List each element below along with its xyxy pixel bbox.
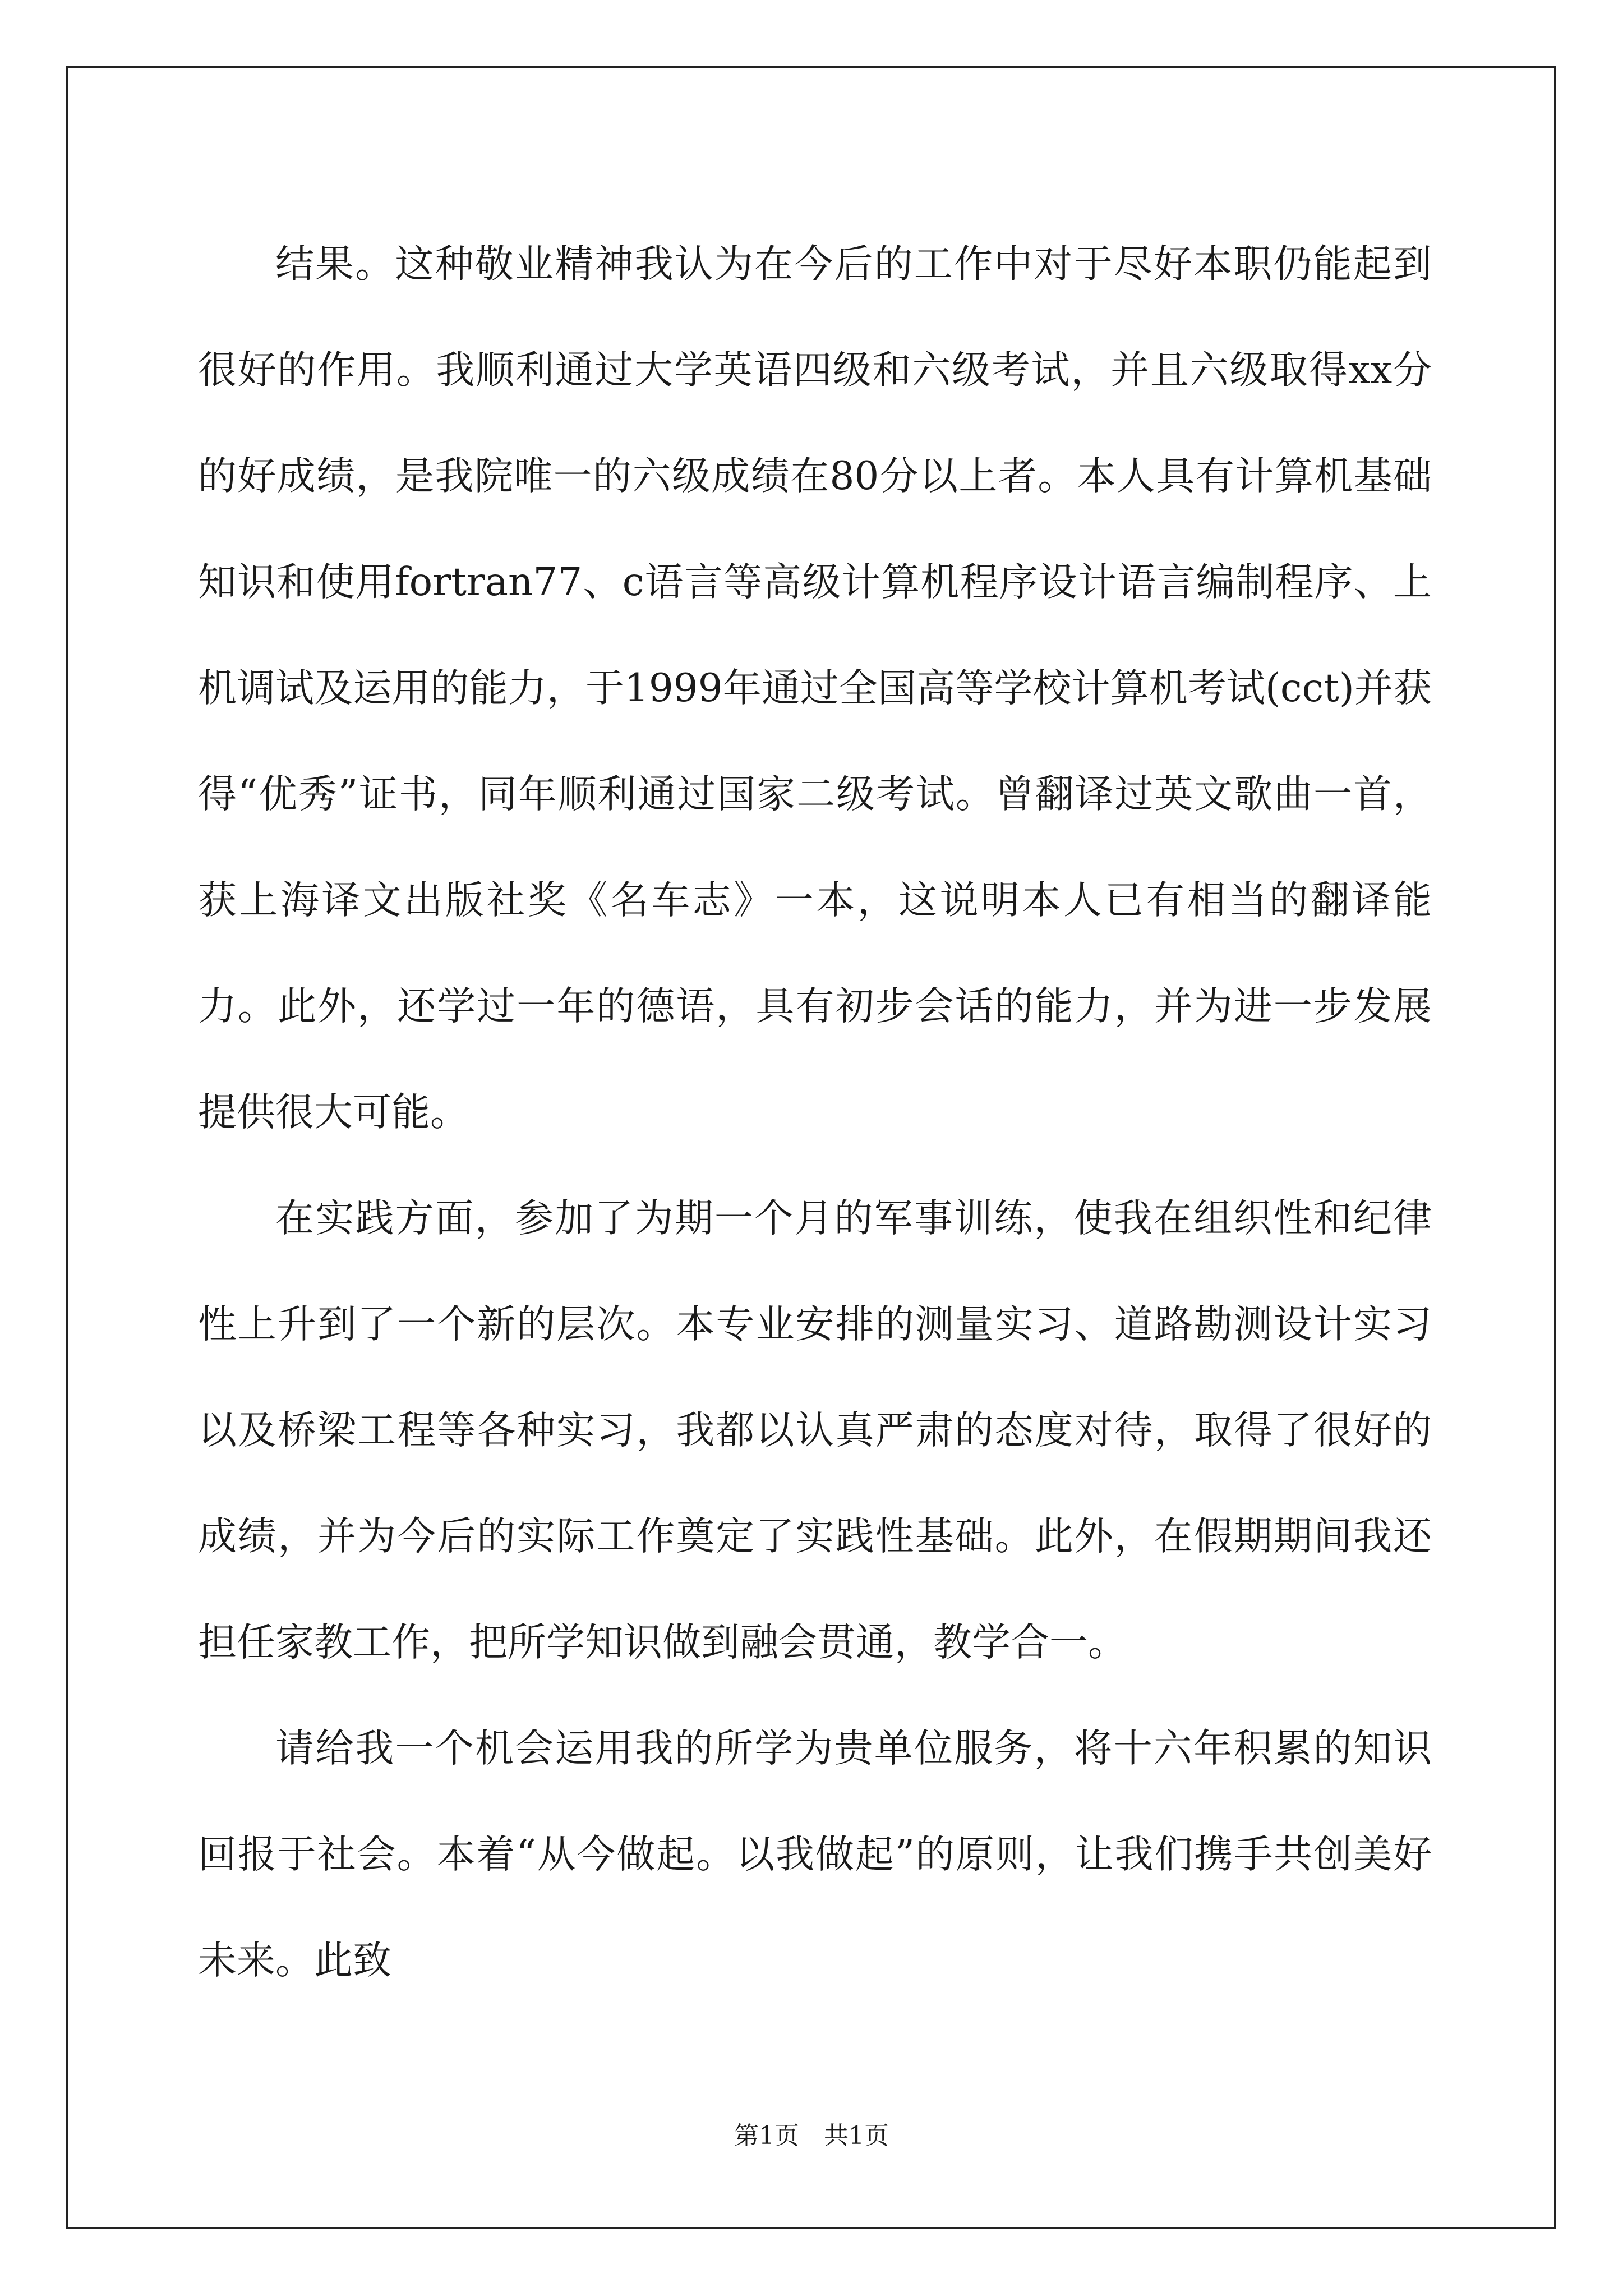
paragraph-1: 结果。这种敬业精神我认为在今后的工作中对于尽好本职仍能起到很好的作用。我顺利通过大学英语四级和六级考试，并且六级取得xx分的好成绩，是我院唯一的六级成绩在80分以上者。本人具有计算机基础知识和使用fortran77、c语言等高级计算机程序设计语言编制程序、上机调试及运用的能力，于1999年通过全国高等学校计算机考试(cct)并获得“优秀”证书，同年顺利通过国家二级考试。曾翻译过英文歌曲一首，获上海译文出版社奖《名车志》一本，这说明本人已有相当的翻译能力。此外，还学过一年的德语，具有初步会话的能力，并为进一步发展提供很大可能。 [198,242,1432,1135]
paragraph-2: 在实践方面，参加了为期一个月的军事训练，使我在组织性和纪律性上升到了一个新的层次。本专业安排的测量实习、道路勘测设计实习以及桥梁工程等各种实习，我都以认真严肃的态度对待，取得了很好的成绩，并为今后的实际工作奠定了实践性基础。此外，在假期期间我还担任家教工作，把所学知识做到融会贯通，教学合一。 [198,1196,1432,1665]
document-body [198,211,1432,2014]
paragraph-3: 请给我一个机会运用我的所学为贵单位服务，将十六年积累的知识回报于社会。本着“从今做起。以我做起”的原则，让我们携手共创美好未来。此致 [198,1726,1432,1983]
page-number-footer: 第1页 共1页 [734,2122,889,2150]
